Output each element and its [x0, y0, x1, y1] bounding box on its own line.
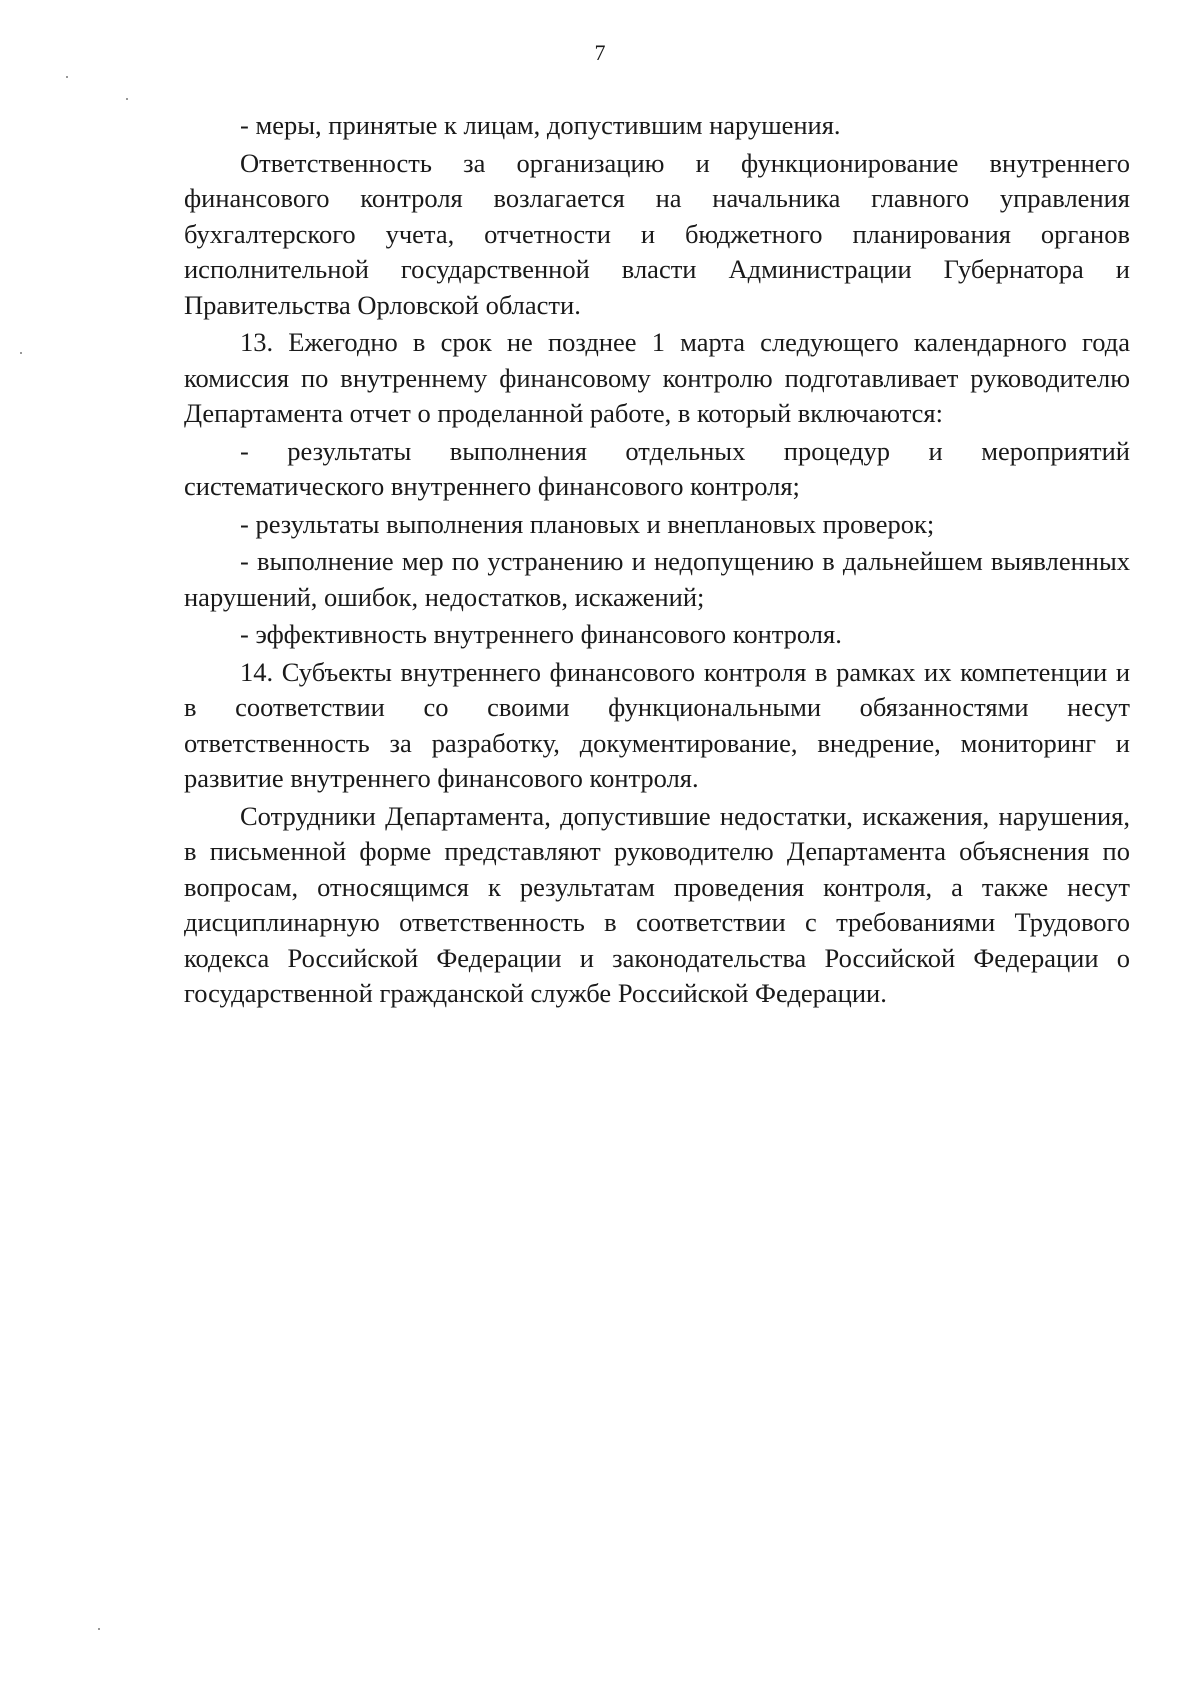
paragraph-list-item-inspections: - результаты выполнения плановых и внеплановых проверок; [240, 508, 935, 539]
scan-artifact [20, 352, 22, 354]
paragraph-list-item-effectiveness: - эффективность внутреннего финансового контроля. [240, 619, 842, 649]
scan-artifact [66, 76, 68, 78]
page-number: 7 [594, 40, 606, 65]
paragraph-employees: Сотрудники Департамента, допустившие недостатки, искажения, нарушения, в письменной форме представляют руководителю Департамента объяснения по вопросам, относящимся к результатам проведения контроля, а также несут дисциплинарную ответственность в соответствии с требованиями Трудового кодекса Российской Федерации и законодательства Российской Федерации о государственной гражданской службе Российской Федерации. [184, 800, 1130, 1008]
scan-artifact [98, 1628, 100, 1630]
scan-artifact [126, 98, 128, 100]
paragraph-clause-13: 13. Ежегодно в срок не позднее 1 марта следующего календарного года комиссия по внутреннему финансовому контролю подготавливает руководителю Департамента отчет о проделанной работе, в который включаются: [184, 327, 1130, 428]
paragraph-list-item-corrections: - выполнение мер по устранению и недопущению в дальнейшем выявленных нарушений, ошибок, недостатков, искажений; [184, 546, 1130, 612]
document-body [184, 108, 1130, 1014]
paragraph-clause-14: 14. Субъекты внутреннего финансового контроля в рамках их компетенции и в соответствии со своими функциональными обязанностями несут ответственность за разработку, документирование, внедрение, мониторинг и развитие внутреннего финансового контроля. [184, 656, 1130, 793]
paragraph-list-item-procedures: - результаты выполнения отдельных процедур и мероприятий систематического внутреннего финансового контроля; [184, 435, 1130, 501]
paragraph-measures-list-item: - меры, принятые к лицам, допустившим нарушения. [240, 110, 841, 140]
paragraph-responsibility: Ответственность за организацию и функционирование внутреннего финансового контроля возлагается на начальника главного управления бухгалтерского учета, отчетности и бюджетного планирования органов исполнительной государственной власти Администрации Губернатора и Правительства Орловской области. [184, 147, 1130, 320]
